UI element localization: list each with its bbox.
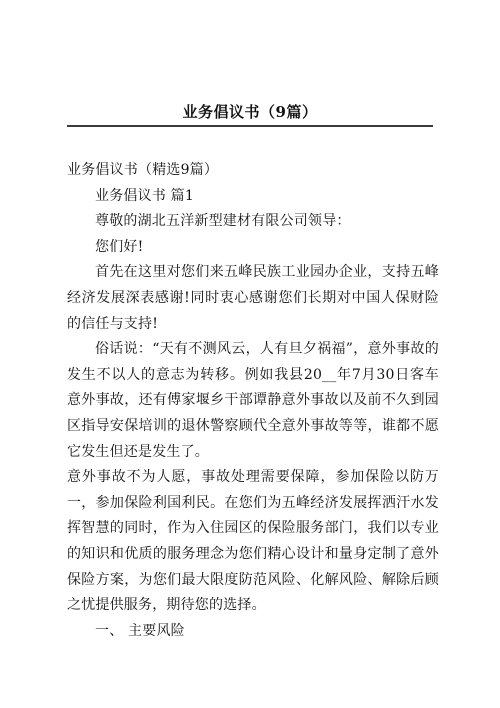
document-body [67,158,439,644]
paragraph-3: 意外事故不为人愿，事故处理需要保障，参加保险以防万一，参加保险利国利民。在您们为五峰经济发展挥洒汗水发挥智慧的同时，作为入住园区的保险服务部门，我们以专业的知识和优质的服务理念为您们精心设计和量身定制了意外保险方案，为您们最大限度防范风险、化解风险、解除后顾之忧提供服务，期待您的选择。 [67,469,439,614]
greeting: 您们好! [95,238,144,255]
subtitle: 业务倡议书（精选9篇） [67,162,219,178]
addressee: 尊敬的湖北五洋新型建材有限公司领导： [95,213,351,230]
section-heading: 业务倡议书 篇1 [95,187,194,204]
title-divider [67,125,433,127]
document-title: 业务倡议书（9篇） [182,103,318,121]
heading-main-risks: 一、 主要风险 [95,622,185,639]
paragraph-1: 首先在这里对您们来五峰民族工业园办企业，支持五峰经济发展深表感谢!同时衷心感谢您们长期对中国人保财险的信任与支持! [67,264,439,332]
paragraph-2: 俗话说：“天有不测风云，人有旦夕祸福”，意外事故的发生不以人的意志为转移。例如我县20__年7月30日客车意外事故，还有傅家堰乡干部谭静意外事故以及前不久到园区指导安保培训的退休警察顾代全意外事故等等，谁都不愿它发生但还是发生了。 [67,341,439,460]
